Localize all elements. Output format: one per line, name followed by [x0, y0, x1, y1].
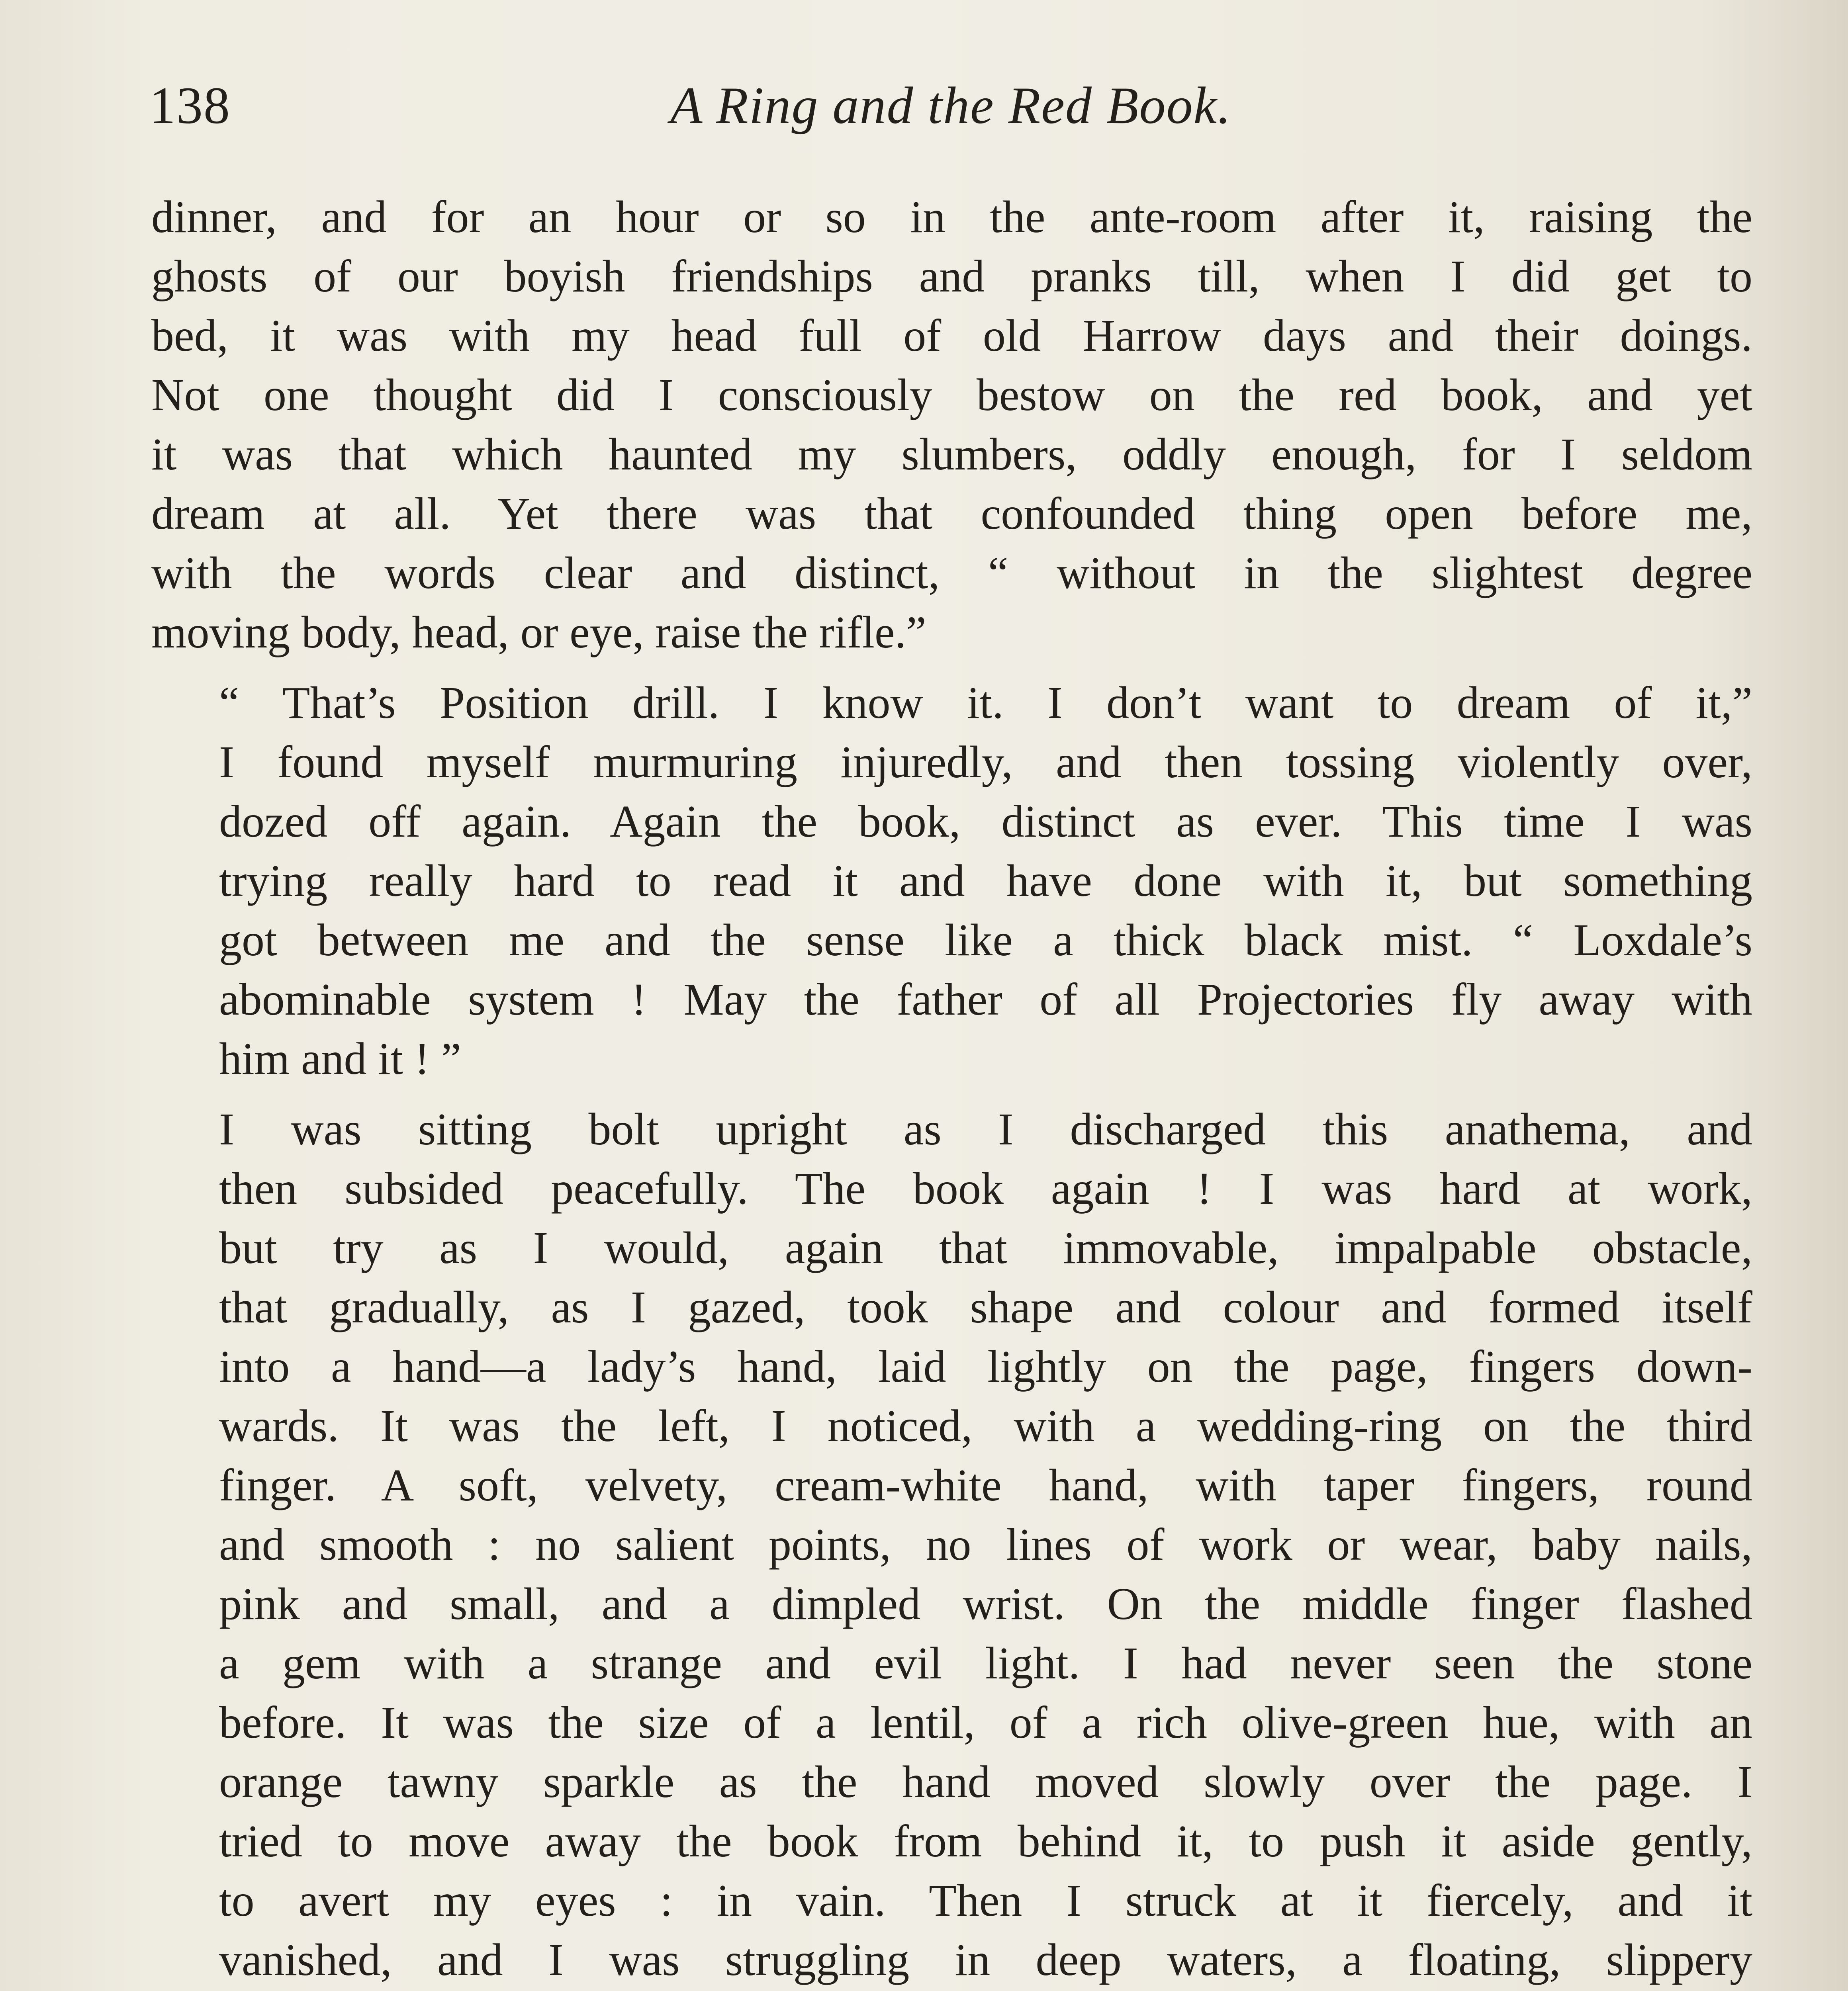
text-line: pink and small, and a dimpled wrist. On the middle finger flashed	[219, 1578, 1752, 1629]
text-line: I found myself murmuring injuredly, and then tossing violently over,	[219, 737, 1752, 787]
text-line: wards. It was the left, I noticed, with a wedding-ring on the third	[219, 1400, 1752, 1451]
text-line: I was sitting bolt upright as I discharged this anathema, and	[219, 1104, 1752, 1154]
text-line: and smooth : no salient points, no lines of work or wear, baby nails,	[219, 1519, 1752, 1570]
text-line: moving body, head, or eye, raise the rifle.”	[151, 607, 926, 657]
text-line: but try as I would, again that immovable, impalpable obstacle,	[219, 1222, 1752, 1273]
running-title: A Ring and the Red Book.	[670, 76, 1232, 135]
text-line	[151, 1989, 1752, 1991]
text-line: into a hand—a lady’s hand, laid lightly on the page, fingers down-	[219, 1341, 1752, 1392]
text-line: with the words clear and distinct, “ without in the slightest degree	[151, 548, 1752, 598]
running-head	[149, 68, 1752, 143]
text-line: dozed off again. Again the book, distinct as ever. This time I was	[219, 796, 1752, 847]
paragraph	[151, 673, 1752, 1088]
text-line: him and it ! ”	[219, 1033, 461, 1084]
text-line: that gradually, as I gazed, took shape and colour and formed itself	[219, 1282, 1752, 1332]
paragraph	[151, 1099, 1752, 1991]
text-line: orange tawny sparkle as the hand moved slowly over the page. I	[219, 1756, 1752, 1807]
text-line: Not one thought did I consciously bestow on the red book, and yet	[151, 370, 1752, 420]
text-line: tried to move away the book from behind it, to push it aside gently,	[219, 1816, 1752, 1866]
paragraph	[151, 187, 1752, 662]
text-line: dream at all. Yet there was that confounded thing open before me,	[151, 488, 1752, 539]
text-line: before. It was the size of a lentil, of a rich olive-green hue, with an	[219, 1697, 1752, 1748]
text-line: abominable system ! May the father of all Projectories fly away with	[219, 974, 1752, 1025]
text-line: a gem with a strange and evil light. I had never seen the stone	[219, 1638, 1752, 1688]
text-line: got between me and the sense like a thick black mist. “ Loxdale’s	[219, 915, 1752, 965]
body-text	[151, 187, 1752, 1991]
text-line: vanished, and I was struggling in deep waters, a floating, slippery	[219, 1934, 1752, 1985]
text-line: finger. A soft, velvety, cream-white hand, with taper fingers, round	[219, 1460, 1752, 1510]
text-line: to avert my eyes : in vain. Then I struck at it fiercely, and it	[219, 1875, 1752, 1926]
text-line: bed, it was with my head full of old Harrow days and their doings.	[151, 310, 1752, 361]
text-line: “ That’s Position drill. I know it. I don’t want to dream of it,”	[219, 677, 1752, 728]
text-line: ghosts of our boyish friendships and pranks till, when I did get to	[151, 251, 1752, 301]
text-line: dinner, and for an hour or so in the ante-room after it, raising the	[151, 192, 1752, 242]
text-line: it was that which haunted my slumbers, oddly enough, for I seldom	[151, 429, 1752, 479]
text-line: trying really hard to read it and have done with it, but something	[219, 855, 1752, 906]
page-number: 138	[149, 76, 231, 135]
text-line: then subsided peacefully. The book again ! I was hard at work,	[219, 1163, 1752, 1214]
